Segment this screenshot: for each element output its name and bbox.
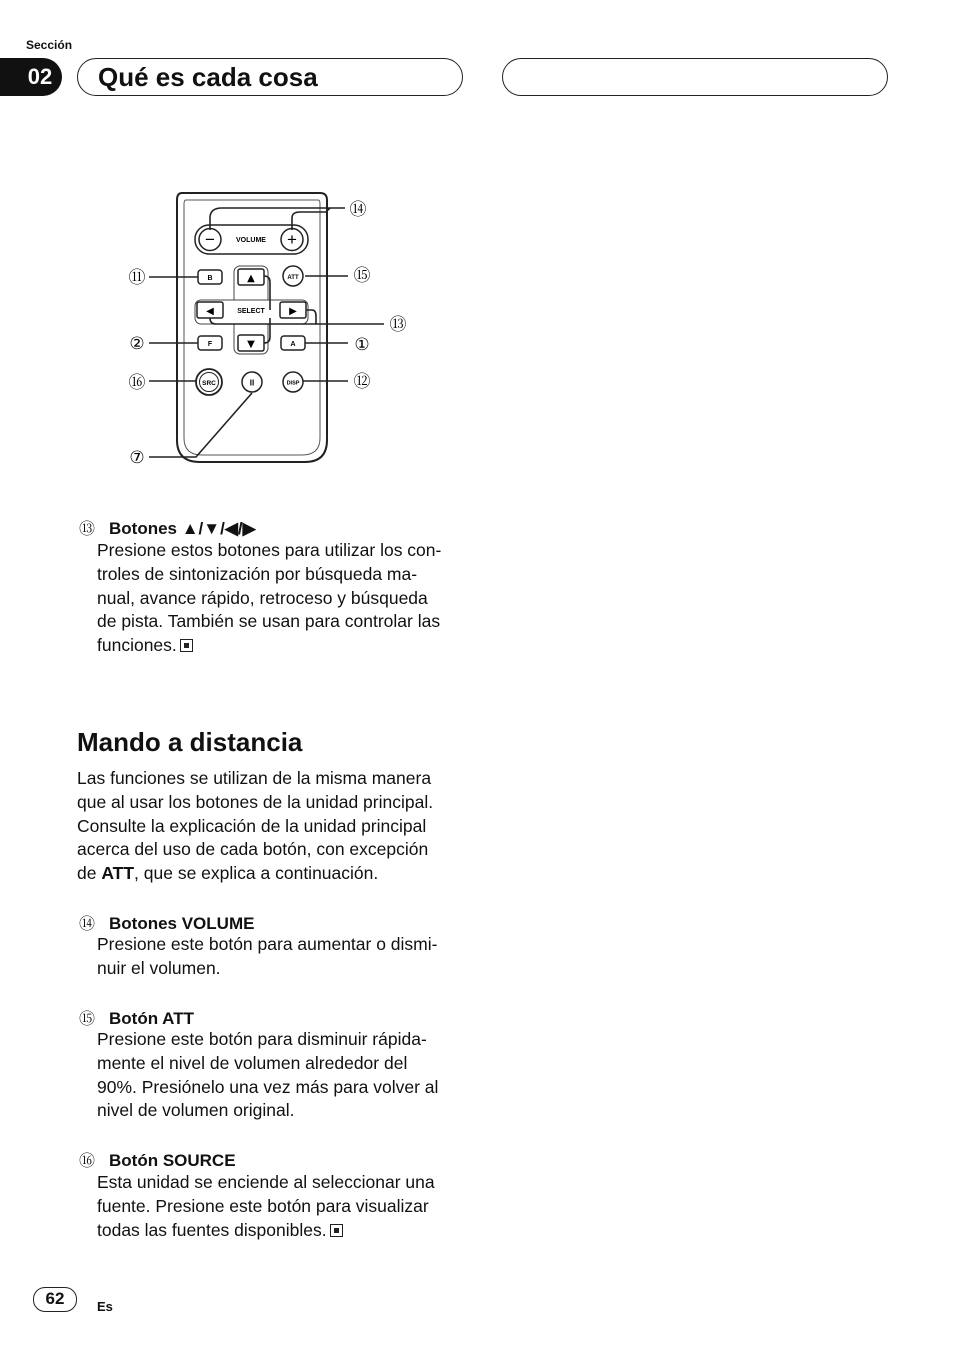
volume-minus-glyph: − (205, 230, 215, 249)
item-15-title: Botón ATT (109, 1009, 194, 1028)
item-16-heading (79, 1148, 236, 1171)
section-label: Sección (26, 38, 73, 52)
item-14-number: ⑭ (79, 916, 96, 933)
intro-line: Las funciones se utilizan de la misma manera (77, 768, 432, 788)
item-13-line: de pista. También se usan para controlar las (97, 611, 441, 632)
left-arrow-glyph: ◀ (206, 306, 214, 317)
att-button-label: ATT (287, 275, 299, 281)
item-16-line: Esta unidad se enciende al seleccionar una (97, 1172, 435, 1192)
disp-button-label: DISP (286, 380, 300, 387)
section-number-badge (0, 58, 62, 96)
item-15-line: 90%. Presiónelo una vez más para volver al (97, 1076, 439, 1097)
intro-text: , que se explica a continuación. (134, 863, 379, 884)
callout-2: ② (129, 334, 145, 354)
item-15-line: nivel de volumen original. (97, 1100, 295, 1121)
item-13-heading (79, 516, 256, 539)
item-13-line: nual, avance rápido, retroceso y búsqueda (97, 587, 428, 608)
item-15-description (97, 1028, 438, 1123)
item-13-last-line (97, 634, 441, 658)
right-arrow-glyph: ▶ (289, 306, 297, 317)
empty-title-box (502, 58, 888, 96)
language-code: Es (97, 1299, 113, 1314)
section-intro (77, 767, 433, 886)
end-of-section-icon (180, 639, 193, 652)
item-16-description (97, 1171, 435, 1242)
intro-bold-att: ATT (101, 863, 135, 884)
intro-line: que al usar los botones de la unidad principal. (77, 791, 434, 812)
item-16-line: fuente. Presione este botón para visualizar (97, 1195, 429, 1216)
item-13-title: Botones ▲/▼/◀/▶ (109, 519, 256, 538)
chapter-title: Qué es cada cosa (98, 62, 318, 92)
item-16-line: todas las fuentes disponibles. (97, 1219, 327, 1240)
volume-label: VOLUME (236, 237, 266, 244)
item-14-line: Presione este botón para aumentar o dismi- (97, 934, 438, 954)
item-13-line: troles de sintonización por búsqueda ma- (97, 563, 418, 584)
up-arrow-glyph: ▲ (247, 273, 255, 284)
pause-button-label: II (249, 378, 255, 388)
callout-12: ⑫ (353, 372, 371, 392)
item-16-title: Botón SOURCE (109, 1151, 236, 1170)
callout-11: ⑪ (128, 268, 146, 288)
item-13-number: ⑬ (79, 521, 96, 538)
section-number: 02 (27, 64, 53, 89)
section-heading: Mando a distancia (77, 727, 303, 757)
callout-1: ① (354, 335, 370, 355)
intro-line: Consulte la explicación de la unidad principal (77, 815, 427, 836)
item-16-last-line (97, 1219, 435, 1243)
item-14-description (97, 933, 437, 981)
callout-13: ⑬ (389, 315, 407, 335)
callout-15: ⑮ (353, 266, 371, 286)
down-arrow-glyph: ▼ (247, 339, 255, 350)
item-13-description (97, 539, 441, 658)
callout-14: ⑭ (349, 200, 367, 220)
item-14-title: Botones VOLUME (109, 914, 255, 933)
end-of-section-icon (330, 1224, 343, 1237)
callout-7: ⑦ (129, 448, 145, 468)
item-15-line: Presione este botón para disminuir rápida- (97, 1029, 427, 1049)
intro-line: acerca del uso de cada botón, con excepción (77, 839, 429, 860)
src-button-label: SRC (202, 380, 216, 387)
item-15-line: mente el nivel de volumen alrededor del (97, 1052, 408, 1073)
item-13-line: Presione estos botones para utilizar los con- (97, 540, 442, 560)
intro-text: de (77, 863, 102, 884)
item-14-heading (79, 911, 254, 934)
select-label: SELECT (237, 308, 265, 315)
b-button-label: B (207, 275, 213, 282)
chapter-title-box (77, 58, 463, 96)
callout-16: ⑯ (128, 373, 146, 393)
intro-last-line (77, 862, 433, 886)
item-15-heading (79, 1006, 194, 1029)
f-button-label: F (207, 341, 213, 348)
item-15-number: ⑮ (79, 1011, 96, 1028)
remote-control-illustration (100, 185, 420, 480)
page-number: 62 (33, 1287, 77, 1312)
item-16-number: ⑯ (79, 1153, 96, 1170)
item-13-line: funciones. (97, 635, 177, 656)
a-button-label: A (290, 341, 296, 348)
volume-plus-glyph: + (287, 230, 297, 249)
item-14-line: nuir el volumen. (97, 957, 221, 978)
